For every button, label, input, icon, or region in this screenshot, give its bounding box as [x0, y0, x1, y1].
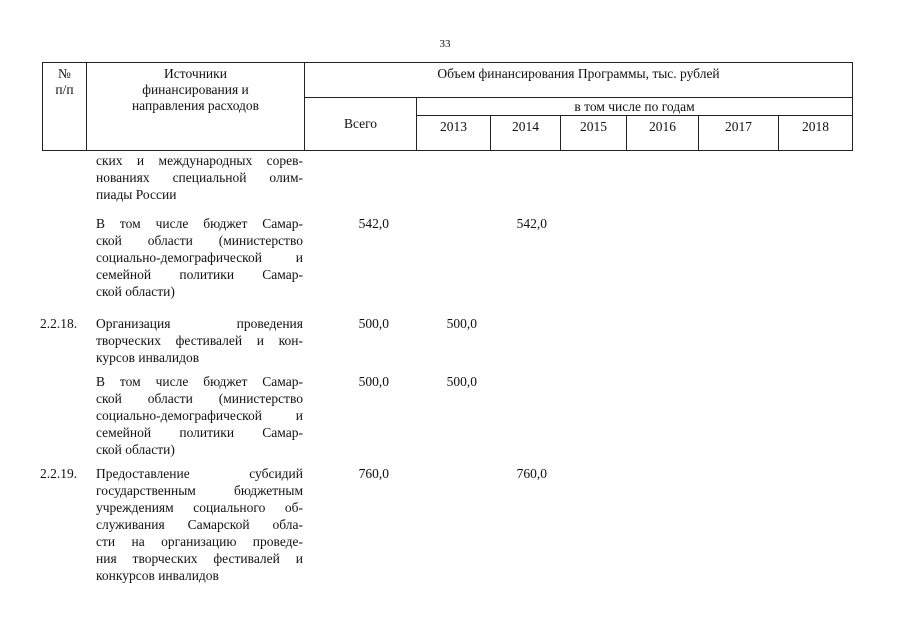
row-total: 500,0: [358, 316, 389, 331]
text-line: ской области (министерство: [96, 233, 303, 248]
text-line: творческих фестивалей и кон-: [96, 333, 303, 348]
text-line: Организация проведения: [96, 316, 303, 331]
header-year-2016: 2016: [627, 116, 699, 151]
row-total: 542,0: [358, 216, 389, 231]
header-year-2014: 2014: [491, 116, 561, 151]
text-line: государственным бюджетным: [96, 483, 303, 498]
row-number: 2.2.18.: [40, 316, 78, 331]
header-total: Всего: [305, 98, 417, 151]
page-number: 33: [439, 38, 451, 50]
text-line: социально-демографической и: [96, 250, 303, 265]
text-line: В том числе бюджет Самар-: [96, 216, 303, 231]
row-total: 760,0: [358, 466, 389, 481]
text-line: Предоставление субсидий: [96, 466, 303, 481]
text-line: пиады России: [96, 187, 177, 202]
row-total: 500,0: [358, 374, 389, 389]
text-line: ния творческих фестивалей и: [96, 551, 303, 566]
row-2014: 542,0: [516, 216, 547, 231]
text-line: ской области (министерство: [96, 391, 303, 406]
row-2014: 760,0: [516, 466, 547, 481]
header-number-label: №: [58, 66, 71, 81]
text-line: служивания Самарской обла-: [96, 517, 303, 532]
row-number: 2.2.19.: [40, 466, 78, 481]
text-line: ской области): [96, 442, 175, 457]
row-text: [96, 215, 303, 300]
text-line: нованиях специальной олим-: [96, 170, 303, 185]
text-line: ских и международных сорев-: [96, 153, 303, 168]
row-text: [96, 152, 303, 203]
header-number-sub: п/п: [55, 82, 74, 97]
text-line: курсов инвалидов: [96, 350, 200, 365]
header-source-line: финансирования и: [142, 82, 249, 97]
header-by-years: в том числе по годам: [417, 98, 853, 116]
header-volume-title: Объем финансирования Программы, тыс. рублей: [305, 63, 853, 98]
text-line: семейной политики Самар-: [96, 267, 303, 282]
header-source-line: направления расходов: [131, 98, 260, 113]
text-line: социально-демографической и: [96, 408, 303, 423]
header-source-line: Источники: [164, 66, 227, 81]
row-2013: 500,0: [446, 374, 477, 389]
row-text: [96, 315, 303, 366]
text-line: учреждениям социального об-: [96, 500, 303, 515]
header-year-2018: 2018: [779, 116, 853, 151]
row-2013: 500,0: [446, 316, 477, 331]
header-year-2013: 2013: [417, 116, 491, 151]
header-year-2015: 2015: [561, 116, 627, 151]
text-line: сти на организацию проведе-: [96, 534, 303, 549]
text-line: В том числе бюджет Самар-: [96, 374, 303, 389]
header-year-2017: 2017: [699, 116, 779, 151]
text-line: конкурсов инвалидов: [96, 568, 219, 583]
text-line: ской области): [96, 284, 175, 299]
row-text: [96, 465, 303, 584]
row-text: [96, 373, 303, 458]
text-line: семейной политики Самар-: [96, 425, 303, 440]
